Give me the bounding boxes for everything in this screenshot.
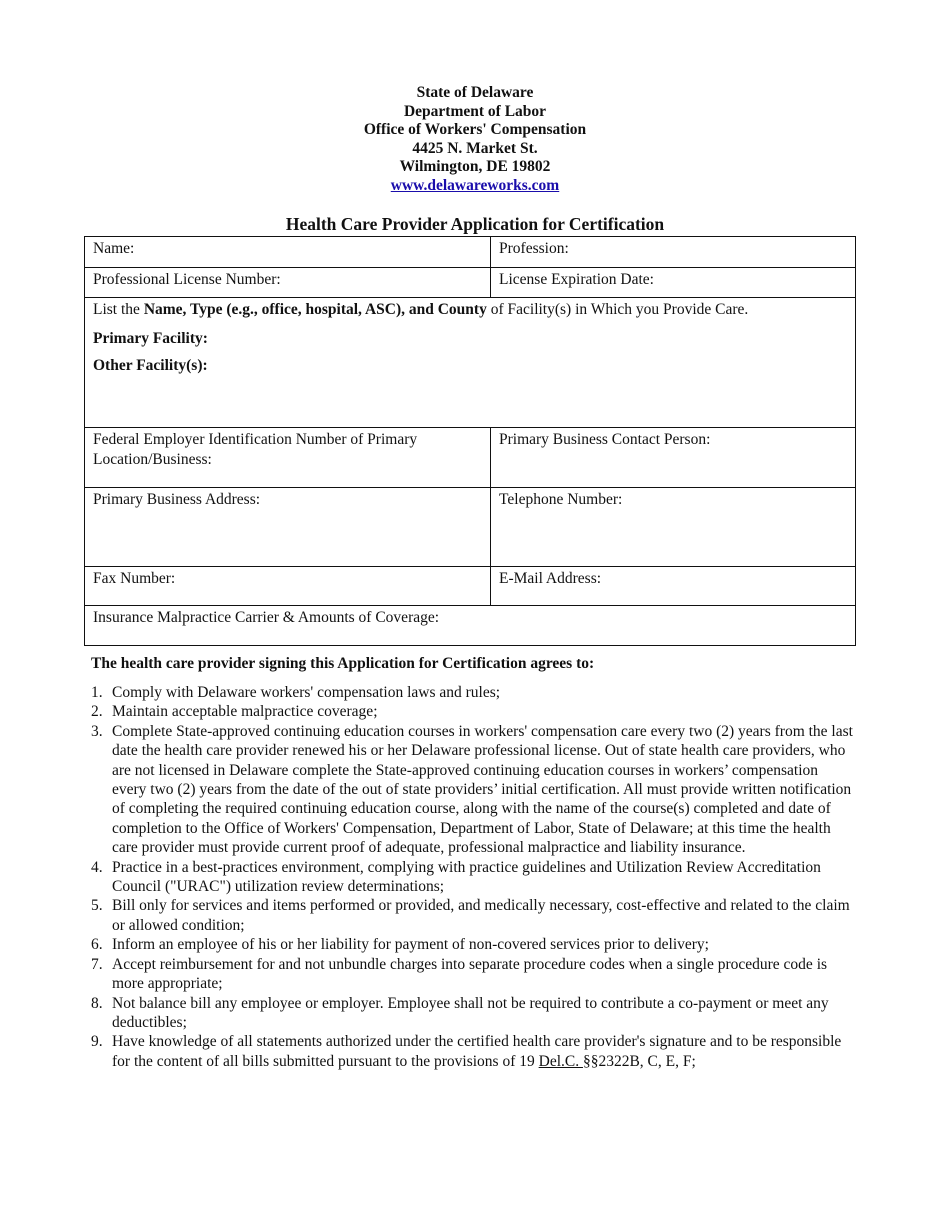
business-address-label: Primary Business Address: [93,491,261,508]
header-state: State of Delaware [416,84,534,101]
application-form-table [84,236,856,646]
name-label: Name: [93,240,135,257]
form-title: Health Care Provider Application for Certification [285,214,665,234]
name-field[interactable] [85,237,491,268]
license-number-field[interactable] [85,268,491,298]
contact-person-field[interactable] [491,428,856,488]
business-address-field[interactable] [85,488,491,567]
agreement-item: 3. Complete State-approved continuing education courses in workers' compensation care every two (2) years from the last date the health care provider renewed his or her Delaware professional license. Out of state health care providers, who are not licensed in Delaware complete the State-approved continuing education courses in workers’ compensation every two (2) years from the date of the out of state providers’ initial certification. All must provide written notification of completing the required continuing education course, along with the name of the course(s) completed and date of completion to the Office of Workers' Compensation, Department of Labor, State of Delaware; at this time the health care provider must provide current proof of adequate, professional malpractice and liability insurance. [91,722,853,857]
other-facility-label: Other Facility(s): [93,357,208,374]
agreement-item: 2. Maintain acceptable malpractice coverage; [91,703,378,721]
profession-field[interactable] [491,237,856,268]
profession-label: Profession: [499,240,569,257]
facility-field[interactable] [85,298,856,428]
license-expiration-field[interactable] [491,268,856,298]
statute-reference: Del.C. [538,1052,583,1070]
agreement-list [91,683,856,1071]
telephone-field[interactable] [491,488,856,567]
contact-person-label: Primary Business Contact Person: [499,431,711,448]
fein-field[interactable] [85,428,491,488]
header-department: Department of Labor [403,102,547,120]
agency-header [0,84,950,196]
agreement-item: 5. Bill only for services and items performed or provided, and medically necessary, cost-effective and related to the claim or allowed condition; [91,897,850,934]
license-expiration-label: License Expiration Date: [499,271,654,288]
agreement-item: 1. Comply with Delaware workers' compensation laws and rules; [91,684,501,701]
header-street: 4425 N. Market St. [412,139,538,157]
agreement-item: 6. Inform an employee of his or her liability for payment of non-covered services prior to delivery; [91,936,709,954]
agreement-item: 8. Not balance bill any employee or employer. Employee shall not be required to contribute a co-payment or meet any deductibles; [91,994,829,1031]
license-number-label: Professional License Number: [93,271,281,288]
facility-instructions: List the Name, Type (e.g., office, hospital, ASC), and County of Facility(s) in Which you Provide Care. [93,301,749,318]
primary-facility-label: Primary Facility: [93,329,208,347]
header-office: Office of Workers' Compensation [363,121,587,139]
email-label: E-Mail Address: [499,570,602,587]
fein-label: Federal Employer Identification Number of Primary Location/Business: [93,431,418,468]
header-city: Wilmington, DE 19802 [399,158,551,176]
agreement-item: 7. Accept reimbursement for and not unbundle charges into separate procedure codes when a single procedure code is more appropriate; [91,955,828,993]
insurance-label: Insurance Malpractice Carrier & Amounts of Coverage: [93,609,440,626]
agreement-item: 9. Have knowledge of all statements authorized under the certified health care provider's signature and to be responsible for the content of all bills submitted pursuant to the provisions of 19 Del.C. §§2322B, C, E, F; [91,1033,842,1070]
insurance-field[interactable] [85,606,856,646]
email-field[interactable] [491,567,856,606]
agreement-item: 4. Practice in a best-practices environment, complying with practice guidelines and Utilization Review Accreditation Council ("URAC") utilization review determinations; [91,858,821,896]
telephone-label: Telephone Number: [499,491,623,508]
website-link[interactable]: www.delawareworks.com [390,176,560,194]
agreement-heading: The health care provider signing this Application for Certification agrees to: [91,655,595,672]
fax-field[interactable] [85,567,491,606]
fax-label: Fax Number: [93,570,176,587]
